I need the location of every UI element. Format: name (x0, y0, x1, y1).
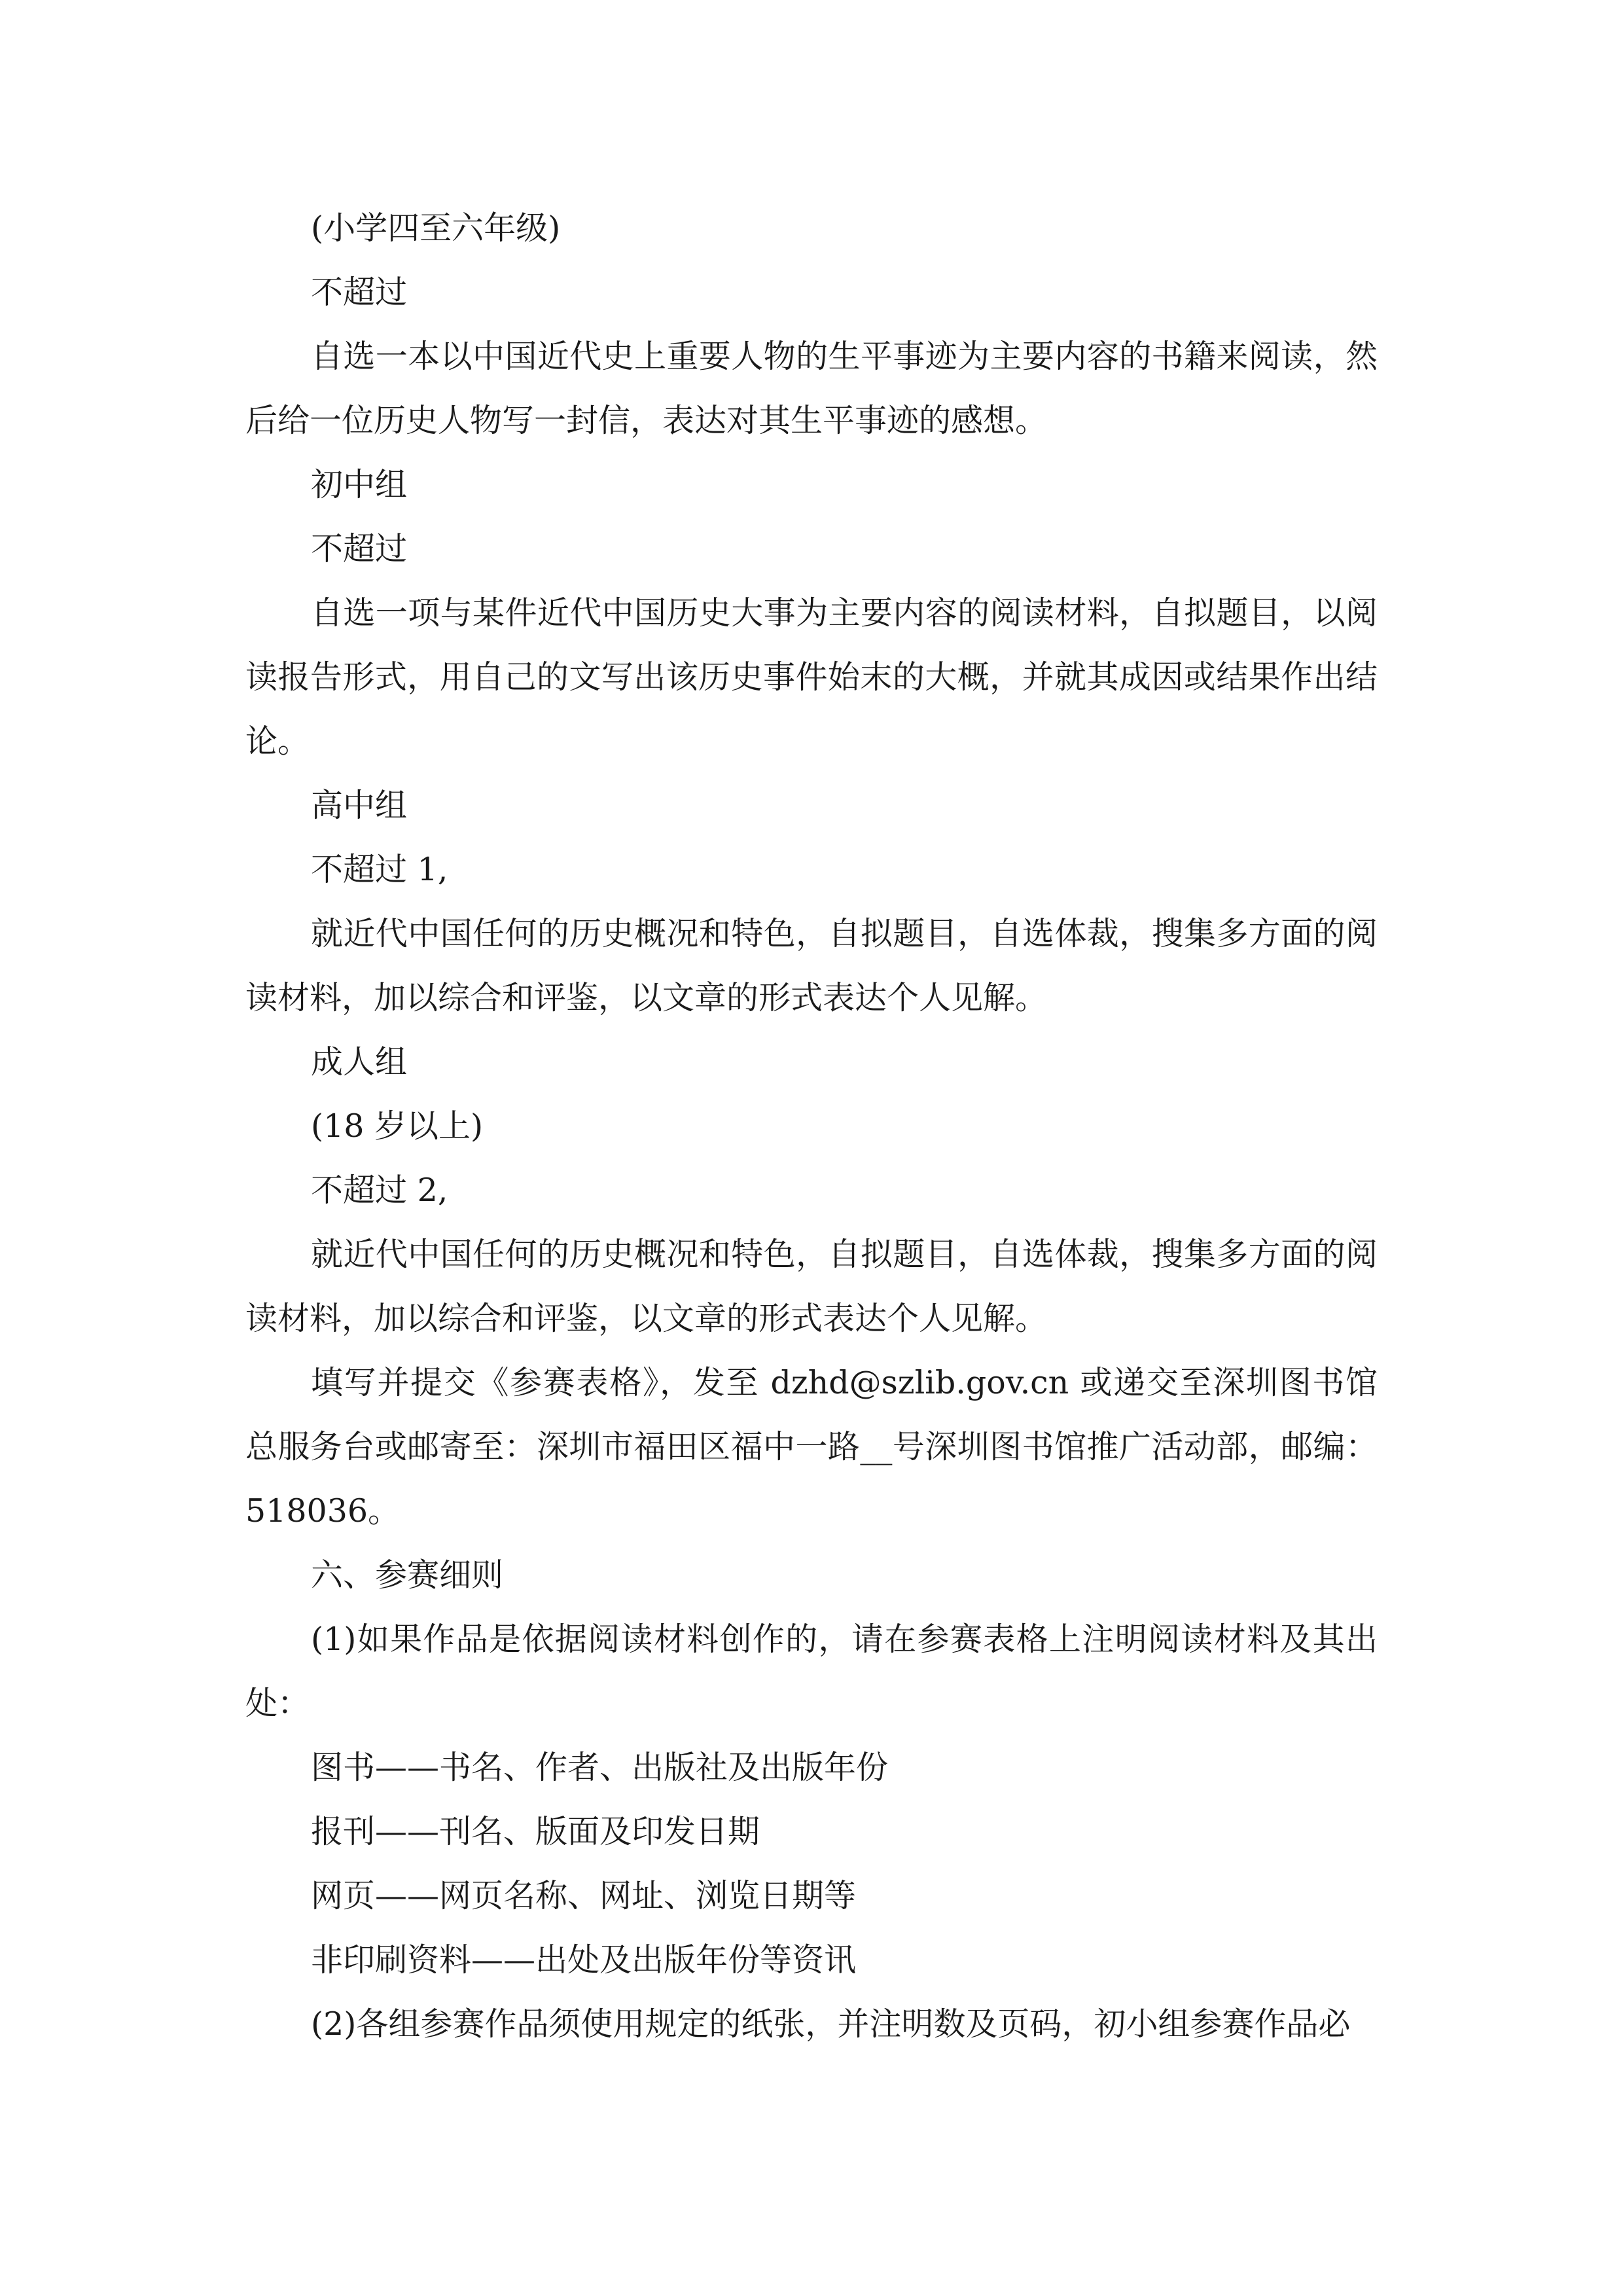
paragraph-task-description: 自选一本以中国近代史上重要人物的生平事迹为主要内容的书籍来阅读，然后给一位历史人物写一封信，表达对其生平事迹的感想。 (245, 338, 1378, 439)
paragraph-submission-info: 填写并提交《参赛表格》，发至 dzhd@szlib.gov.cn 或递交至深圳图书馆总服务台或邮寄至：深圳市福田区福中一路__号深圳图书馆推广活动部，邮编：518036。 (245, 1364, 1378, 1530)
paragraph-source-format: 图书——书名、作者、出版社及出版年份 (311, 1749, 889, 1786)
paragraph-age-range: (18 岁以上) (311, 1107, 484, 1145)
paragraph-rule-item: (1)如果作品是依据阅读材料创作的，请在参赛表格上注明阅读材料及其出处： (245, 1621, 1378, 1722)
paragraph-word-limit: 不超过 1, (311, 851, 448, 888)
paragraph-word-limit: 不超过 (311, 274, 408, 311)
paragraph-group-heading: 成人组 (311, 1043, 408, 1081)
paragraph-source-format: 报刊——刊名、版面及印发日期 (311, 1813, 760, 1850)
paragraph-source-format: 网页——网页名称、网址、浏览日期等 (311, 1877, 857, 1914)
paragraph-task-description: 就近代中国任何的历史概况和特色，自拟题目，自选体裁，搜集多方面的阅读材料，加以综合和评鉴，以文章的形式表达个人见解。 (245, 915, 1378, 1016)
paragraph-word-limit: 不超过 (311, 530, 408, 567)
document-body (245, 196, 1378, 2056)
paragraph-group-heading: 初中组 (311, 466, 408, 503)
paragraph-word-limit: 不超过 2, (311, 1172, 448, 1209)
paragraph-task-description: 就近代中国任何的历史概况和特色，自拟题目，自选体裁，搜集多方面的阅读材料，加以综合和评鉴，以文章的形式表达个人见解。 (245, 1236, 1378, 1337)
paragraph-group-heading: 高中组 (311, 787, 408, 824)
paragraph-source-format: 非印刷资料——出处及出版年份等资讯 (311, 1941, 857, 1979)
paragraph-rule-item: (2)各组参赛作品须使用规定的纸张，并注明数及页码，初小组参赛作品必 (311, 2005, 1351, 2043)
paragraph-section-heading: 六、参赛细则 (311, 1556, 504, 1594)
paragraph-task-description: 自选一项与某件近代中国历史大事为主要内容的阅读材料，自拟题目，以阅读报告形式，用自己的文写出该历史事件始末的大概，并就其成因或结果作出结论。 (245, 594, 1378, 760)
paragraph-grade-range: (小学四至六年级) (311, 209, 561, 247)
